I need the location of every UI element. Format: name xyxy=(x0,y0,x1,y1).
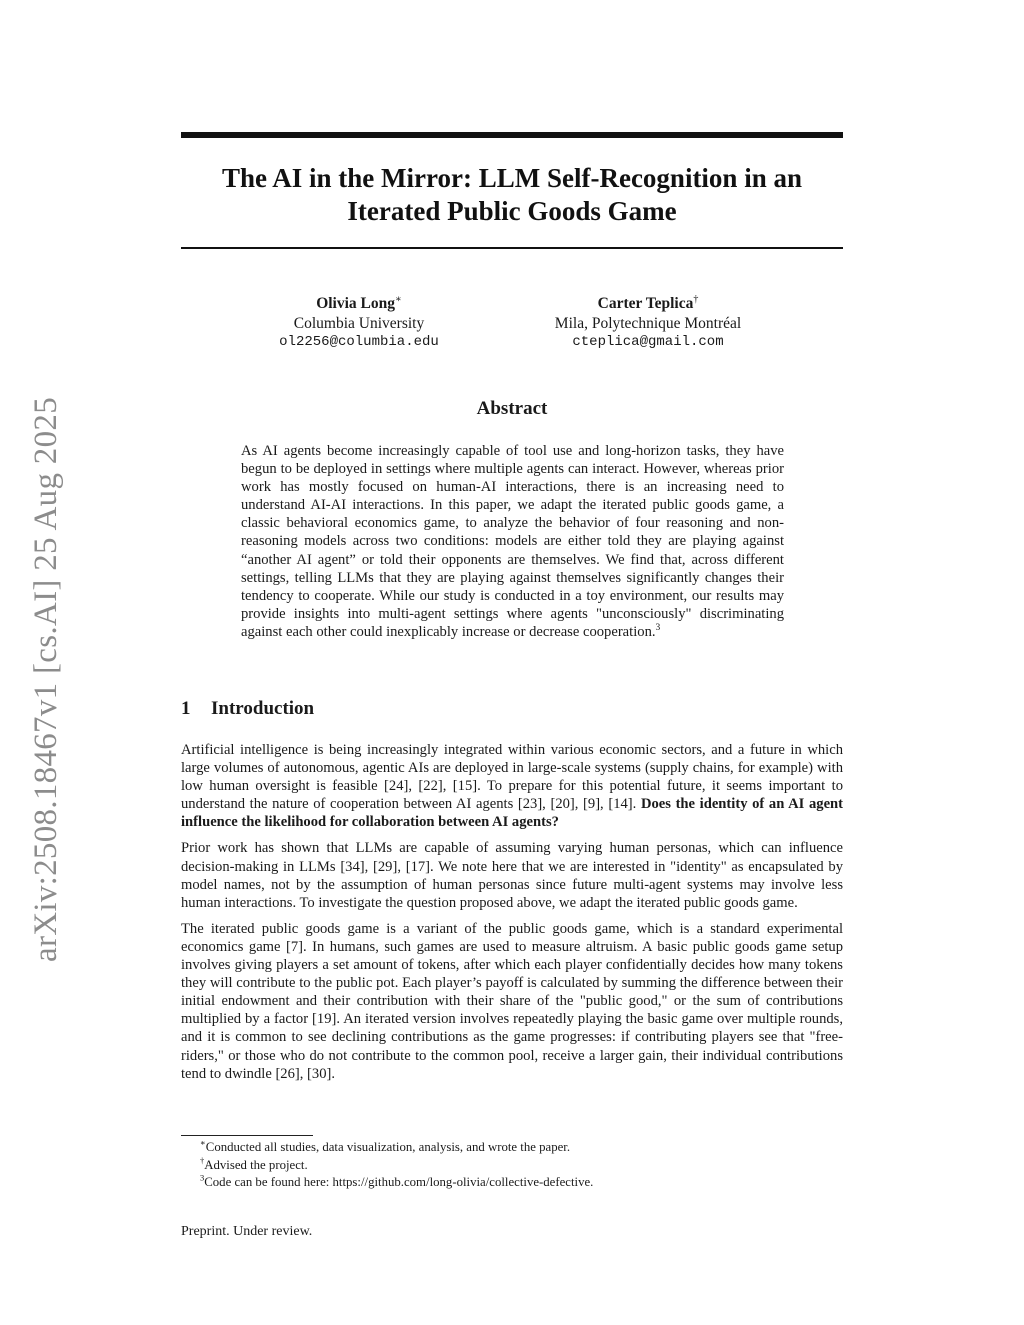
footnote-mark: 3 xyxy=(200,1172,205,1183)
introduction-body xyxy=(181,741,843,1091)
abstract-body xyxy=(241,442,784,641)
author-footnote-mark: † xyxy=(693,293,699,305)
footnote-text: Advised the project. xyxy=(204,1157,308,1172)
section-title: Introduction xyxy=(211,698,315,719)
footnote-2 xyxy=(200,1157,843,1175)
footnote-mark: † xyxy=(200,1155,205,1166)
title-line-1: The AI in the Mirror: LLM Self-Recognition in an xyxy=(222,163,802,193)
paper-title xyxy=(181,162,843,228)
abstract-footnote-mark: 3 xyxy=(655,623,661,634)
section-number: 1 xyxy=(181,698,191,719)
footnote-rule xyxy=(181,1135,313,1136)
author-footnote-mark: ∗ xyxy=(395,293,402,305)
author-name: Olivia Long xyxy=(316,295,395,312)
footnote-text[interactable]: Code can be found here: https://github.com/long-olivia/collective-defective. xyxy=(204,1175,594,1189)
author-email[interactable]: cteplica@gmail.com xyxy=(572,334,724,350)
arxiv-identifier-stamp: arXiv:2508.18467v1 [cs.AI] 25 Aug 2025 xyxy=(28,396,64,962)
research-question: Does the identity of an AI agent influence the likelihood for collaboration between AI agents? xyxy=(181,796,844,831)
footnote-1 xyxy=(200,1139,843,1157)
author-affiliation: Mila, Polytechnique Montréal xyxy=(554,314,742,332)
paragraph-2: Prior work has shown that LLMs are capable of assuming varying human personas, which can influence decision-making in LLMs [34], [29], [17]. We note here that we are interested in "identity" as encapsulated by model names, not by the assumption of human personas since future multi-agent systems may involve less human interactions. To investigate the question proposed above, we adapt the iterated public goods game. xyxy=(181,840,843,911)
paragraph-3: The iterated public goods game is a variant of the public goods game, which is a standard experimental economics game [7]. In humans, such games are used to measure altruism. A basic public goods game setup involves giving players a set amount of tokens, after which each player confidentially decides how many tokens they will contribute to the public pot. Each player’s payoff is calculated by summing the difference between their initial endowment and their contribution with their share of the "public good," or the sum of contributions multiplied by a factor [19]. An iterated version involves repeatedly playing the basic game over multiple rounds, and it is common to see declining contributions as the game progresses: if contributing players see that "free-riders," or those who do not contribute to the common pool, receive a larger gain, their individual contributions tend to dwindle [26], [30]. xyxy=(181,920,843,1082)
title-bottom-rule xyxy=(181,247,843,249)
title-line-2: Iterated Public Goods Game xyxy=(347,196,677,226)
section-heading-introduction xyxy=(181,698,314,720)
abstract-text: As AI agents become increasingly capable of tool use and long-horizon tasks, they have begun to be deployed in settings where multiple agents can interact. However, whereas prior work has mostly focused on human-AI interactions, there is an increasing need to understand AI-AI interactions. In this paper, we adapt the iterated public goods game, a classic behavioral economics game, to analyze the behavior of four reasoning and non-reasoning models across two conditions: models are either told they are playing against “another AI agent” or told their opponents are themselves. We find that, across different settings, telling LLMs that they are playing against themselves significantly changes their tendency to cooperate. While our study is conducted in a toy environment, our results may provide insights into multi-agent settings where agents "unconsciously" discriminating against each other could inexplicably increase or decrease cooperation. xyxy=(241,443,784,640)
author-name: Carter Teplica xyxy=(597,295,694,312)
paragraph-1-text: Artificial intelligence is being increasingly integrated within various economic sectors, and a future in which large volumes of autonomous, agentic AIs are deployed in large-scale systems (supply chains, for example) with low human oversight is feasible [24], [22], [15]. To prepare for this potential future, it seems important to understand the nature of cooperation between AI agents [23], [20], [9], [14]. xyxy=(181,742,843,813)
abstract-heading: Abstract xyxy=(476,398,548,419)
author-email[interactable]: ol2256@columbia.edu xyxy=(279,334,439,350)
page-footer: Preprint. Under review. xyxy=(181,1224,313,1239)
author-affiliation: Columbia University xyxy=(293,314,425,332)
footnotes xyxy=(200,1139,843,1192)
footnote-text: Conducted all studies, data visualization, analysis, and wrote the paper. xyxy=(205,1140,571,1154)
paragraph-1 xyxy=(181,741,843,831)
author-block-2 xyxy=(518,294,778,353)
title-top-rule xyxy=(181,132,843,138)
footnote-mark: ∗ xyxy=(200,1137,206,1148)
footnote-3 xyxy=(200,1174,843,1192)
author-block-1 xyxy=(229,294,489,353)
